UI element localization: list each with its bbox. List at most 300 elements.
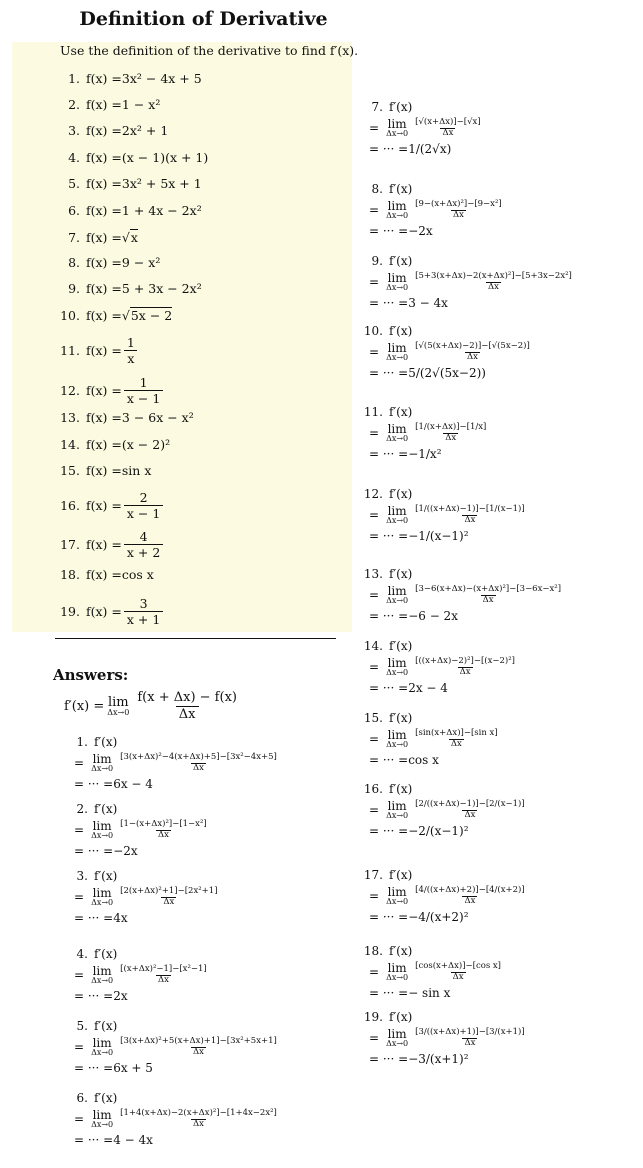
answer-result: −1/(x−1)² [408,529,469,543]
answer-numerator: [5+3(x+Δx)−2(x+Δx)²]−[5+3x−2x²] [415,271,572,282]
answer-label: f′(x) [389,711,413,725]
problem-item [52,336,352,365]
answer-label-row [60,1017,340,1035]
answer-quotient [118,1109,279,1129]
answer-limit-row [355,503,635,527]
limit-subscript: Δx→0 [386,516,409,525]
limit-word: lim [387,885,407,899]
answer-result: −2x [408,224,433,238]
problem-fraction [124,491,163,520]
answer-number: 1. [76,735,88,749]
fraction-numerator: 1 [139,375,148,390]
answer-number: 19. [363,1010,383,1024]
answer-item [60,945,340,1005]
problem-lhs: f(x) = [86,307,122,323]
answer-numerator: [((x+Δx)−2)²]−[(x−2)²] [415,656,515,667]
answer-label: f′(x) [94,1091,118,1105]
problem-rhs: 5 + 3x − 2x² [121,281,202,296]
problem-number: 18. [60,567,80,582]
answer-item [355,322,635,382]
fraction-denominator: x − 1 [124,390,163,405]
answer-item [355,180,635,240]
answer-quotient [118,965,209,985]
answer-item [60,1017,340,1077]
problem-rhs: 1 − x² [121,97,161,112]
answer-label-row [60,945,340,963]
problem-fraction [124,597,163,626]
answer-numerator: [3−6(x+Δx)−(x+Δx)²]−[3−6x−x²] [415,584,562,595]
ellipsis-equals: = ··· = [369,986,409,1000]
answer-item [60,867,340,927]
answer-number: 4. [76,947,88,961]
problem-lhs: f(x) = [86,343,122,359]
answer-result-row [60,1059,340,1077]
answer-result-row [355,679,635,697]
answer-number: 5. [76,1019,88,1033]
problem-item [52,97,352,112]
limit-subscript: Δx→0 [386,434,409,443]
limit-word: lim [387,799,407,813]
limit-subscript: Δx→0 [386,668,409,677]
answer-quotient [413,342,532,362]
answer-label-row [355,780,635,798]
limit-subscript: Δx→0 [386,973,409,982]
answer-denominator: Δx [193,1118,204,1129]
answer-quotient [413,886,527,906]
answer-item [60,800,340,860]
answer-limit-row [60,963,340,987]
fraction-numerator: 1 [126,335,135,350]
answer-label: f′(x) [94,1019,118,1033]
limit-operator [91,887,113,907]
limit-subscript: Δx→0 [91,898,114,907]
answer-number: 3. [76,869,88,883]
answer-item [355,942,635,1002]
limit-subscript: Δx→0 [386,353,409,362]
answer-label: f′(x) [389,487,413,501]
answer-item [355,709,635,769]
answer-denominator: Δx [193,1046,204,1057]
problem-rhs: 3x² + 5x + 1 [121,176,202,191]
answer-quotient [413,272,574,292]
answer-limit-row [355,884,635,908]
fraction-numerator: 3 [139,596,148,611]
problem-lhs: f(x) = [86,281,122,296]
limit-word: lim [387,341,407,355]
answer-limit-row [355,1026,635,1050]
answer-quotient [413,962,503,982]
answer-item [355,252,635,312]
answer-quotient [413,1028,527,1048]
answer-result-row [355,364,635,382]
answer-quotient [118,820,209,840]
problem-item [52,255,352,270]
answer-quotient [413,200,504,220]
limit-subscript: Δx→0 [386,811,409,820]
instructions: Use the definition of the derivative to find f′(x). [60,43,359,58]
problem-number: 16. [60,498,80,514]
answer-result-row [60,842,340,860]
answer-label: f′(x) [389,324,413,338]
answer-limit-row [355,198,635,222]
answer-denominator: Δx [163,896,175,907]
problem-number: 4. [68,150,80,165]
limit-operator [107,696,129,717]
limit-subscript: Δx→0 [386,596,409,605]
ellipsis-equals: = ··· = [369,296,409,310]
answer-limit-row [355,116,635,140]
fraction-numerator: 2 [139,490,148,505]
problem-number: 1. [68,71,80,86]
limit-word: lim [387,117,407,131]
answer-label: f′(x) [389,567,413,581]
problem-rhs: (x − 2)² [121,437,171,452]
equals-sign: = [369,508,380,522]
equals-sign: = [74,1040,85,1054]
problem-item [52,376,352,405]
answer-item [355,780,635,840]
limit-word: lim [92,964,112,978]
ellipsis-equals: = ··· = [369,681,409,695]
ellipsis-equals: = ··· = [74,1061,114,1075]
answer-denominator: Δx [467,351,478,362]
answer-number: 9. [371,254,383,268]
problem-item [52,176,352,191]
answer-result: 5/(2√(5x−2)) [408,366,486,380]
limit-word: lim [387,199,407,213]
answer-label-row [355,866,635,884]
limit-subscript: Δx→0 [91,831,114,840]
limit-word: lim [92,752,112,766]
answer-item [355,403,635,463]
problem-rhs: 3 − 6x − x² [121,410,194,425]
limit-operator [386,342,408,362]
answer-label-row [355,942,635,960]
equals-sign: = [369,588,380,602]
answer-numerator: [4/((x+Δx)+2)]−[4/(x+2)] [415,885,525,896]
answer-result: 4x [113,911,128,925]
answer-number: 12. [363,487,383,501]
problem-lhs: f(x) = [86,437,122,452]
answer-quotient [413,118,483,138]
equals-sign: = [369,121,380,135]
problem-lhs: f(x) = [86,255,122,270]
limit-operator [386,423,408,443]
equals-sign: = [369,275,380,289]
answer-limit-row [355,583,635,607]
limit-word: lim [387,422,407,436]
answer-result-row [355,908,635,926]
answer-result: −6 − 2x [408,609,458,623]
problem-item [52,203,352,218]
problem-number: 17. [60,537,80,553]
ellipsis-equals: = ··· = [74,777,114,791]
answer-number: 7. [371,100,383,114]
answer-item [355,485,635,545]
limit-operator [386,272,408,292]
answer-label-row [355,485,635,503]
limit-operator [386,800,408,820]
answer-denominator: Δx [157,829,169,840]
ellipsis-equals: = ··· = [74,844,114,858]
derivative-definition [64,691,242,721]
answer-label-row [355,180,635,198]
answer-result-row [355,984,635,1002]
answer-numerator: [√(5(x+Δx)−2)]−[√(5x−2)] [415,341,530,352]
limit-operator [386,886,408,906]
limit-subscript: Δx→0 [386,211,409,220]
answer-denominator: Δx [452,971,464,982]
equals-sign: = [369,803,380,817]
answer-number: 15. [363,711,383,725]
answer-number: 6. [76,1091,88,1105]
answer-label: f′(x) [389,182,413,196]
answer-label-row [60,733,340,751]
answer-result-row [355,445,635,463]
answer-label-row [60,800,340,818]
answer-item [355,98,635,158]
answer-limit-row [355,421,635,445]
fraction-numerator: 4 [139,529,148,544]
answer-result-row [355,822,635,840]
limit-word: lim [92,819,112,833]
ellipsis-equals: = ··· = [369,366,409,380]
equals-sign: = [369,660,380,674]
fraction-denominator: x [124,350,137,365]
answer-limit-row [60,1035,340,1059]
answer-label: f′(x) [94,947,118,961]
answer-label-row [60,867,340,885]
limit-operator [91,1037,113,1057]
answer-denominator: Δx [442,127,454,138]
limit-word: lim [387,656,407,670]
problem-lhs: f(x) = [86,150,122,165]
answer-quotient [413,800,527,820]
answer-result: cos x [408,753,439,767]
radicand: x [130,230,138,245]
answer-item [355,866,635,926]
answer-result-row [60,775,340,793]
ellipsis-equals: = ··· = [369,753,409,767]
limit-word: lim [107,694,129,710]
answer-number: 16. [363,782,383,796]
answer-result-row [355,140,635,158]
ellipsis-equals: = ··· = [369,910,409,924]
answer-denominator: Δx [157,974,169,985]
answer-label: f′(x) [389,100,413,114]
problem-item [52,229,352,245]
answer-number: 2. [76,802,88,816]
answer-limit-row [355,798,635,822]
equals-sign: = [369,1031,380,1045]
limit-operator [386,200,408,220]
answer-numerator: [(x+Δx)²−1]−[x²−1] [120,964,207,975]
answer-numerator: [1/((x+Δx)−1)]−[1/(x−1)] [415,504,525,515]
quotient-denominator: Δx [176,706,199,722]
answer-limit-row [60,1107,340,1131]
problem-number: 7. [68,229,80,245]
answer-numerator: [3/((x+Δx)+1)]−[3/(x+1)] [415,1027,525,1038]
answer-item [355,637,635,697]
answer-quotient [413,585,563,605]
problem-item [52,437,352,452]
answer-numerator: [2/((x+Δx)−1)]−[2/(x−1)] [415,799,525,810]
equals-sign: = [369,345,380,359]
problem-item [52,567,352,582]
answer-denominator: Δx [464,514,476,525]
difference-quotient [134,691,240,721]
problem-fraction [124,336,138,365]
problem-number: 19. [60,604,80,620]
limit-operator [386,118,408,138]
answers-heading: Answers: [53,666,129,684]
answer-result-row [60,987,340,1005]
answer-result-row [355,1050,635,1068]
limit-word: lim [387,1027,407,1041]
ellipsis-equals: = ··· = [74,1133,114,1147]
problem-item [52,150,352,165]
problem-lhs: f(x) = [86,498,122,514]
answer-number: 17. [363,868,383,882]
answer-label: f′(x) [389,944,413,958]
answer-denominator: Δx [445,432,457,443]
fraction-denominator: x − 1 [124,505,163,520]
problem-rhs: sin x [121,463,152,478]
problem-number: 8. [68,255,80,270]
answer-limit-row [60,751,340,775]
answer-quotient [413,657,517,677]
ellipsis-equals: = ··· = [369,529,409,543]
answer-quotient [118,753,279,773]
problem-item [52,530,352,559]
problem-number: 2. [68,97,80,112]
answer-numerator: [2(x+Δx)²+1]−[2x²+1] [120,886,218,897]
problem-item [52,307,352,323]
equals-sign: = [74,968,85,982]
limit-word: lim [387,961,407,975]
equals-sign: = [369,732,380,746]
ellipsis-equals: = ··· = [369,609,409,623]
fraction-denominator: x + 1 [124,611,163,626]
limit-word: lim [387,728,407,742]
problem-rhs: 1 + 4x − 2x² [121,203,202,218]
problem-lhs: f(x) = [86,203,122,218]
answer-quotient [118,1037,279,1057]
problem-lhs: f(x) = [86,537,122,553]
answer-quotient [413,423,488,443]
problem-number: 10. [60,307,80,323]
answer-number: 14. [363,639,383,653]
answer-label-row [355,403,635,421]
answer-numerator: [1+4(x+Δx)−2(x+Δx)²]−[1+4x−2x²] [120,1108,277,1119]
equals-sign: = [74,890,85,904]
answer-label-row [355,1008,635,1026]
answer-numerator: [3(x+Δx)²+5(x+Δx)+1]−[3x²+5x+1] [120,1036,277,1047]
answer-limit-row [355,727,635,751]
answer-number: 11. [363,405,383,419]
limit-subscript: Δx→0 [107,707,130,717]
ellipsis-equals: = ··· = [369,1052,409,1066]
limit-operator [386,962,408,982]
problem-lhs: f(x) = [86,463,122,478]
problem-rhs: 3x² − 4x + 5 [121,71,202,86]
answer-limit-row [355,960,635,984]
limit-operator [386,585,408,605]
limit-operator [386,505,408,525]
answer-result-row [355,222,635,240]
answer-numerator: [9−(x+Δx)²]−[9−x²] [415,199,502,210]
divider [55,638,336,639]
answer-result: −3/(x+1)² [408,1052,469,1066]
answer-label: f′(x) [389,868,413,882]
answer-result: 2x [113,989,128,1003]
problem-number: 11. [60,343,80,359]
problem-item [52,71,352,86]
answer-result: 6x − 4 [113,777,153,791]
problem-rhs: 2x² + 1 [121,123,169,138]
answer-label: f′(x) [389,1010,413,1024]
answer-result-row [60,909,340,927]
limit-operator [386,729,408,749]
answer-item [355,565,635,625]
limit-word: lim [387,504,407,518]
equals-sign: = [369,426,380,440]
limit-operator [91,965,113,985]
answer-result: −4/(x+2)² [408,910,469,924]
page-title: Definition of Derivative [79,8,328,30]
answer-label-row [355,637,635,655]
answer-denominator: Δx [464,809,476,820]
answer-numerator: [1/(x+Δx)]−[1/x] [415,422,487,433]
answer-label: f′(x) [389,405,413,419]
answer-result-row [355,607,635,625]
answer-number: 10. [363,324,383,338]
radical-sign: √ [121,307,130,323]
fraction-denominator: x + 2 [124,544,163,559]
answer-numerator: [cos(x+Δx)]−[cos x] [415,961,501,972]
limit-operator [91,820,113,840]
problem-number: 3. [68,123,80,138]
answer-result-row [355,294,635,312]
limit-subscript: Δx→0 [91,1120,114,1129]
answer-item [60,733,340,793]
answer-quotient [413,505,527,525]
answer-label-row [355,709,635,727]
answer-denominator: Δx [452,209,464,220]
problem-item [52,597,352,626]
answer-result: 6x + 5 [113,1061,153,1075]
answer-label: f′(x) [389,254,413,268]
problem-item [52,281,352,296]
problem-number: 14. [60,437,80,452]
ellipsis-equals: = ··· = [369,824,409,838]
answer-quotient [118,887,219,907]
limit-subscript: Δx→0 [386,129,409,138]
answer-result: −2x [113,844,138,858]
answer-numerator: [3(x+Δx)²−4(x+Δx)+5]−[3x²−4x+5] [120,752,277,763]
ellipsis-equals: = ··· = [369,447,409,461]
answer-number: 8. [371,182,383,196]
problem-number: 9. [68,281,80,296]
answer-denominator: Δx [464,1037,476,1048]
problem-number: 5. [68,176,80,191]
answer-label: f′(x) [94,869,118,883]
radicand: 5x − 2 [130,308,173,323]
limit-operator [386,1028,408,1048]
limit-word: lim [92,1108,112,1122]
answer-result: −2/(x−1)² [408,824,469,838]
problem-fraction [124,530,163,559]
